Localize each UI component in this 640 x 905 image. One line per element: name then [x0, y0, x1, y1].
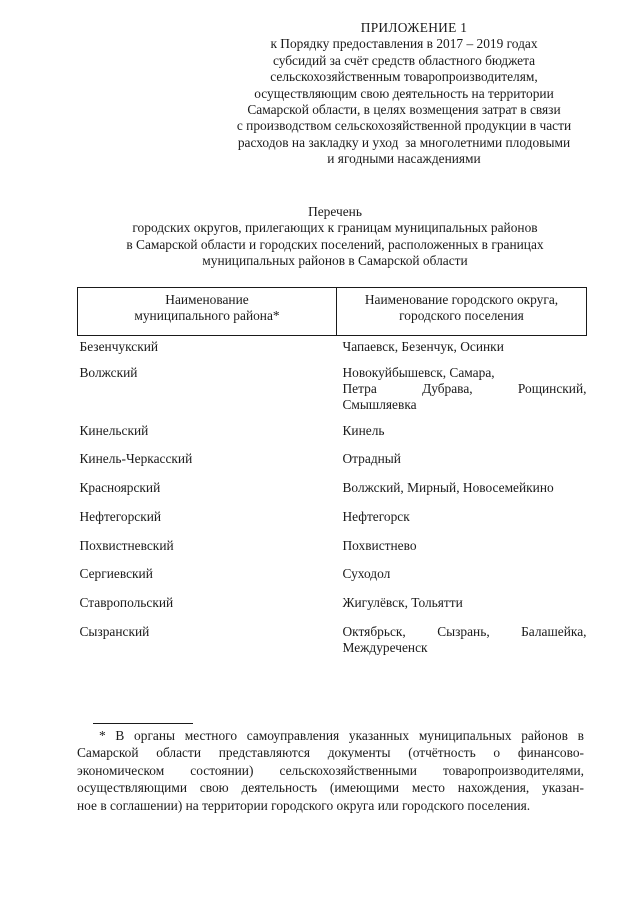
- appendix-line: расходов на закладку и уход за многолетними плодовыми: [237, 134, 571, 150]
- settlement-word: Петра: [342, 380, 377, 396]
- settlement-cell: Суходол: [342, 566, 391, 582]
- table-row: [78, 622, 587, 657]
- column-header-district: [78, 288, 337, 336]
- footnote: [77, 727, 584, 814]
- settlement-cell: Чапаевск, Безенчук, Осинки: [342, 339, 504, 354]
- table-header: [78, 288, 587, 336]
- footnote-word: муниципальных: [418, 728, 512, 743]
- district-cell: Волжский: [79, 364, 138, 380]
- table-body: [78, 336, 587, 657]
- column-header-settlement: [337, 288, 587, 336]
- footnote-word: местного: [184, 728, 238, 743]
- footnote-word: в: [577, 728, 584, 743]
- footnote-line: [77, 779, 584, 796]
- footnote-word: место: [411, 780, 445, 796]
- appendix-block: [214, 20, 594, 168]
- settlement-word: Балашейка,: [521, 624, 587, 640]
- district-cell: Сызранский: [79, 624, 150, 640]
- district-cell: Нефтегорский: [79, 508, 162, 524]
- table-row: [78, 363, 587, 421]
- table-row: [78, 478, 587, 507]
- settlement-cell: [337, 622, 587, 657]
- footnote-word: сельскохозяйственными: [279, 762, 417, 778]
- footnote-word: нахождения,: [457, 780, 530, 796]
- settlement-line-justified: [343, 624, 587, 640]
- settlement-cell: [337, 363, 587, 421]
- table-row: [78, 421, 587, 450]
- settlement-word: Октябрьск,: [342, 624, 406, 640]
- appendix-title: ПРИЛОЖЕНИЕ 1: [360, 20, 468, 35]
- list-title: Перечень: [308, 204, 362, 219]
- list-heading-line: городских округов, прилегающих к границам муниципальных районов: [132, 220, 538, 236]
- table-row: [78, 564, 587, 593]
- appendix-line: осуществляющим свою деятельность на территории: [254, 85, 554, 101]
- appendix-line: Самарской области, в целях возмещения затрат в связи: [247, 102, 561, 118]
- list-heading-line: в Самарской области и городских поселений, расположенных в границах: [126, 236, 544, 252]
- settlement-cell: Отрадный: [342, 451, 401, 467]
- settlement-cell: Волжский, Мирный, Новосемейкино: [342, 480, 554, 496]
- footnote-word: (отчётность: [408, 745, 476, 761]
- footnote-word: (имеющими: [329, 780, 400, 796]
- footnote-word: районов: [521, 728, 568, 743]
- settlement-cell: Жигулёвск, Тольятти: [342, 595, 463, 611]
- list-heading-line: муниципальных районов в Самарской области: [202, 253, 468, 269]
- settlement-cell: Нефтегорск: [342, 508, 410, 524]
- footnote-word: свою: [199, 780, 229, 796]
- footnote-word: самоуправления: [246, 728, 340, 743]
- district-cell: Красноярский: [79, 480, 161, 496]
- settlement-word: Дубрава,: [422, 380, 473, 396]
- district-cell: Безенчукский: [79, 339, 159, 354]
- settlement-line: Междуреченск: [342, 640, 428, 656]
- settlement-word: Сызрань,: [437, 624, 490, 640]
- settlement-cell: Похвистнево: [342, 537, 417, 553]
- table-row: [78, 507, 587, 536]
- appendix-line: субсидий за счёт средств областного бюджета: [272, 52, 536, 68]
- footnote-word: товаропроизводителями,: [442, 762, 584, 778]
- footnote-word: *: [99, 728, 106, 743]
- district-cell: Кинельский: [79, 422, 149, 438]
- footnote-word: экономическом: [77, 762, 165, 778]
- districts-table: [77, 287, 587, 657]
- column-header-text: Наименование: [165, 292, 249, 307]
- footnote-word: состоянии): [190, 762, 254, 778]
- footnote-line: ное в соглашении) на территории городского округа или городского поселения.: [77, 797, 531, 813]
- district-cell: Сергиевский: [79, 566, 153, 582]
- appendix-line: к Порядку предоставления в 2017 – 2019 годах: [270, 36, 538, 52]
- footnote-word: документы: [327, 745, 391, 761]
- district-cell: Ставропольский: [79, 595, 174, 611]
- column-header-text: Наименование городского округа,: [364, 292, 559, 307]
- footnote-word: осуществляющими: [77, 780, 187, 796]
- column-header-text: городского поселения: [399, 308, 524, 324]
- footnote-word: деятельность: [241, 780, 318, 796]
- settlement-line: Смышляевка: [342, 397, 417, 413]
- column-header-text: муниципального района*: [134, 308, 280, 324]
- appendix-line: сельскохозяйственным товаропроизводителям,: [270, 69, 538, 85]
- settlement-cell: Кинель: [342, 422, 385, 438]
- footnote-line: [77, 762, 584, 779]
- table-header-row: [78, 288, 587, 336]
- footnote-line: [77, 727, 584, 744]
- settlement-line-justified: [343, 381, 587, 397]
- footnote-line: [77, 744, 584, 761]
- table-row: [78, 536, 587, 565]
- district-cell: Кинель-Черкасский: [79, 451, 193, 467]
- footnote-word: представляются: [218, 745, 311, 761]
- footnote-word: области: [156, 745, 202, 761]
- settlement-word: Рощинский,: [517, 380, 587, 396]
- footnote-word: о: [493, 745, 501, 761]
- list-heading-block: [40, 204, 630, 270]
- footnote-word: финансово-: [517, 745, 584, 761]
- footnote-word: указанных: [348, 728, 410, 743]
- table-row: [78, 593, 587, 622]
- district-cell: Похвистневский: [79, 537, 174, 553]
- footnote-separator: [93, 723, 193, 724]
- footnote-word: указан-: [542, 780, 584, 796]
- appendix-line: с производством сельскохозяйственной продукции в части: [236, 118, 572, 134]
- table-row: [78, 449, 587, 478]
- table-row: [78, 336, 587, 363]
- footnote-word: органы: [134, 728, 176, 743]
- footnote-word: В: [115, 728, 125, 743]
- footnote-word: Самарской: [77, 745, 139, 761]
- settlement-line: Новокуйбышевск, Самара,: [342, 364, 495, 380]
- appendix-line: и ягодными насаждениями: [327, 151, 481, 167]
